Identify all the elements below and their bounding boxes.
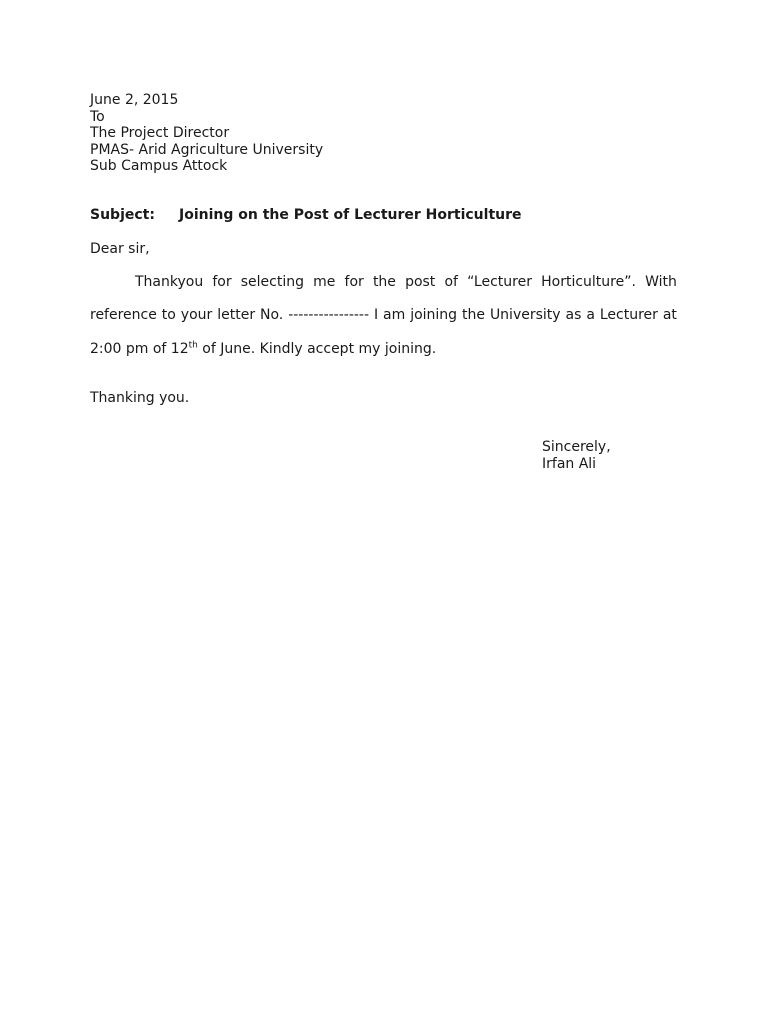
body-word: Lecturer <box>599 307 658 323</box>
body-word: “Lecturer <box>467 274 532 290</box>
body-word: Thankyou <box>135 274 204 290</box>
body-word: at <box>662 307 677 323</box>
body-word: a <box>586 307 595 323</box>
body-word: to <box>161 307 176 323</box>
body-word: joining <box>410 307 458 323</box>
letter-date: June 2, 2015 <box>90 92 179 108</box>
salutation: Dear sir, <box>90 241 150 257</box>
recipient-organization: PMAS- Arid Agriculture University <box>90 142 324 158</box>
body-word: me <box>313 274 336 290</box>
body-word: am <box>383 307 406 323</box>
body-word: With <box>645 274 677 290</box>
body-word: Horticulture”. <box>541 274 636 290</box>
body-line-2 <box>90 307 677 324</box>
recipient-title: The Project Director <box>90 125 230 141</box>
body-word: I <box>373 307 379 323</box>
body-line-3-end: of June. Kindly accept my joining. <box>197 341 437 357</box>
body-word: selecting <box>240 274 304 290</box>
body-line-3 <box>90 341 677 358</box>
subject-label: Subject: <box>90 207 155 223</box>
subject-text: Joining on the Post of Lecturer Horticulture <box>179 207 522 223</box>
body-word: for <box>212 274 232 290</box>
subject-line <box>90 207 522 223</box>
signatory-name: Irfan Ali <box>542 456 597 472</box>
body-word: the <box>372 274 396 290</box>
body-word: reference <box>90 307 157 323</box>
body-line-1 <box>135 274 677 291</box>
body-word: post <box>405 274 436 290</box>
body-word: of <box>444 274 458 290</box>
closing-thanks: Thanking you. <box>90 390 190 406</box>
body-word: University <box>489 307 561 323</box>
body-word: ---------------- <box>288 307 370 323</box>
recipient-campus: Sub Campus Attock <box>90 158 228 174</box>
body-word: for <box>344 274 364 290</box>
to-label: To <box>90 109 105 125</box>
body-word: letter <box>217 307 256 323</box>
ordinal-suffix: th <box>188 340 198 351</box>
body-line-3-start: 2:00 pm of 12 <box>90 341 189 357</box>
body-word: the <box>462 307 485 323</box>
body-word: as <box>565 307 582 323</box>
sign-off: Sincerely, <box>542 439 611 455</box>
body-word: your <box>180 307 213 323</box>
body-word: No. <box>260 307 284 323</box>
